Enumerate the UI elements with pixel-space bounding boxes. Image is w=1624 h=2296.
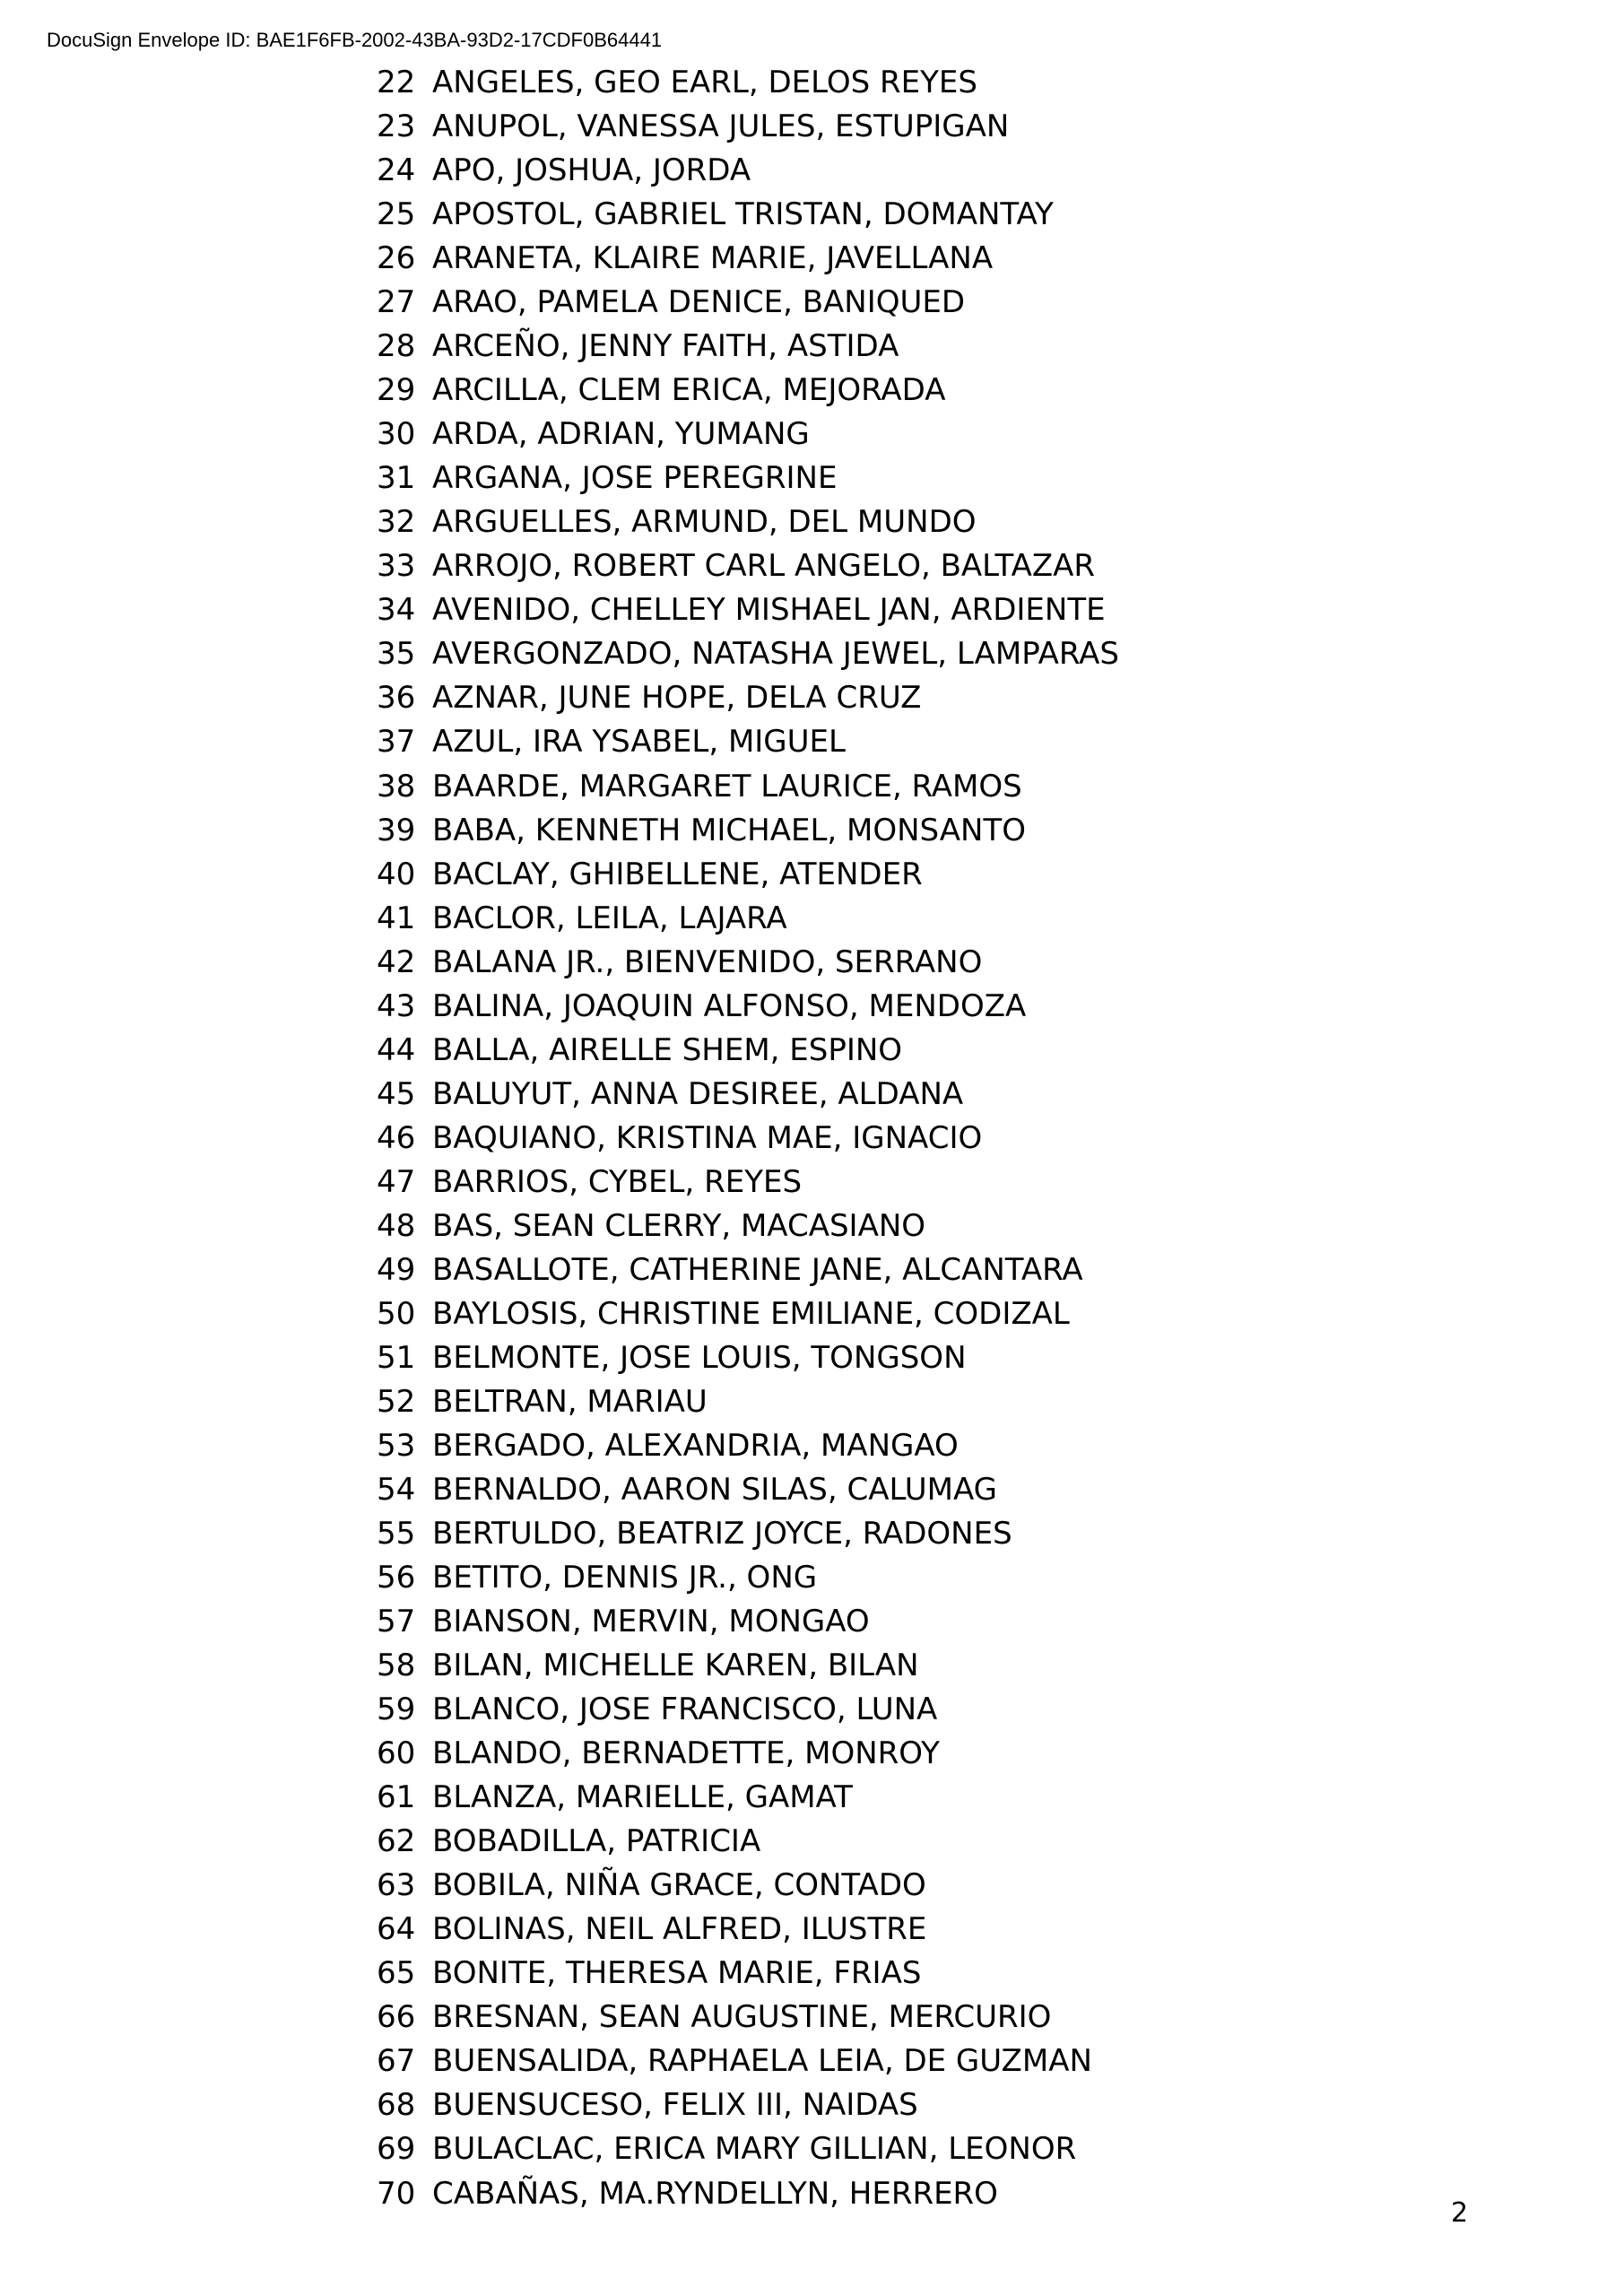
list-item (377, 1996, 1119, 2039)
row-name: AZNAR, JUNE HOPE, DELA CRUZ (432, 680, 922, 717)
row-number: 39 (377, 812, 416, 848)
row-name: BERNALDO, AARON SILAS, CALUMAG (432, 1472, 997, 1508)
list-item (377, 1864, 1119, 1908)
list-item (377, 237, 1119, 281)
list-item (377, 632, 1119, 676)
row-number: 52 (377, 1383, 416, 1420)
row-name: BELTRAN, MARIAU (432, 1383, 708, 1420)
row-name: ARROJO, ROBERT CARL ANGELO, BALTAZAR (432, 548, 1096, 585)
row-name: BALUYUT, ANNA DESIREE, ALDANA (432, 1075, 964, 1112)
row-number: 68 (377, 2087, 416, 2124)
row-number: 67 (377, 2043, 416, 2080)
row-name: BACLOR, LEILA, LAJARA (432, 900, 787, 936)
row-name: BULACLAC, ERICA MARY GILLIAN, LEONOR (432, 2131, 1077, 2168)
row-number: 53 (377, 1427, 416, 1464)
page-number: 2 (1451, 2197, 1469, 2229)
row-number: 56 (377, 1560, 416, 1596)
row-name: BOLINAS, NEIL ALFRED, ILUSTRE (432, 1911, 927, 1948)
list-item (377, 1380, 1119, 1424)
row-number: 38 (377, 768, 416, 804)
row-name: BAQUIANO, KRISTINA MAE, IGNACIO (432, 1119, 983, 1156)
row-number: 43 (377, 987, 416, 1024)
list-item (377, 1117, 1119, 1161)
row-number: 40 (377, 856, 416, 892)
row-number: 44 (377, 1031, 416, 1068)
row-number: 59 (377, 1692, 416, 1728)
list-item (377, 2083, 1119, 2127)
row-number: 41 (377, 900, 416, 936)
docusign-envelope-id: DocuSign Envelope ID: BAE1F6FB-2002-43BA-93D2-17CDF0B64441 (47, 29, 663, 51)
list-item (377, 61, 1119, 105)
row-name: BALINA, JOAQUIN ALFONSO, MENDOZA (432, 987, 1027, 1024)
list-item (377, 1424, 1119, 1468)
row-number: 55 (377, 1516, 416, 1552)
row-name: BOBADILLA, PATRICIA (432, 1823, 761, 1860)
list-item (377, 149, 1119, 193)
row-number: 66 (377, 1999, 416, 2036)
row-name: BACLAY, GHIBELLENE, ATENDER (432, 856, 923, 892)
list-item (377, 2127, 1119, 2171)
list-item (377, 809, 1119, 853)
row-name: BLANZA, MARIELLE, GAMAT (432, 1779, 853, 1816)
row-number: 58 (377, 1648, 416, 1684)
row-number: 30 (377, 416, 416, 453)
list-item (377, 1600, 1119, 1644)
row-number: 22 (377, 65, 416, 100)
row-name: BAARDE, MARGARET LAURICE, RAMOS (432, 768, 1022, 804)
list-item (377, 105, 1119, 149)
list-item (377, 2172, 1119, 2216)
row-name: BLANDO, BERNADETTE, MONROY (432, 1735, 940, 1772)
list-item (377, 1644, 1119, 1688)
row-name: BILAN, MICHELLE KAREN, BILAN (432, 1648, 919, 1684)
row-number: 27 (377, 284, 416, 321)
list-item (377, 1205, 1119, 1248)
list-item (377, 1556, 1119, 1600)
row-number: 69 (377, 2131, 416, 2168)
row-name: BOBILA, NIÑA GRACE, CONTADO (432, 1867, 926, 1904)
row-name: BUENSALIDA, RAPHAELA LEIA, DE GUZMAN (432, 2043, 1092, 2080)
list-item (377, 457, 1119, 500)
list-item (377, 1952, 1119, 1996)
row-number: 50 (377, 1295, 416, 1332)
row-name: AVERGONZADO, NATASHA JEWEL, LAMPARAS (432, 636, 1119, 673)
row-number: 70 (377, 2175, 416, 2212)
row-number: 63 (377, 1867, 416, 1904)
row-number: 37 (377, 724, 416, 761)
list-item (377, 765, 1119, 809)
list-item (377, 544, 1119, 588)
list-item (377, 369, 1119, 413)
list-item (377, 413, 1119, 457)
row-number: 35 (377, 636, 416, 673)
list-item (377, 193, 1119, 237)
row-name: BALLA, AIRELLE SHEM, ESPINO (432, 1031, 903, 1068)
row-number: 29 (377, 372, 416, 409)
list-item (377, 1468, 1119, 1512)
row-name: ARANETA, KLAIRE MARIE, JAVELLANA (432, 240, 994, 277)
row-name: BABA, KENNETH MICHAEL, MONSANTO (432, 812, 1026, 848)
row-number: 32 (377, 504, 416, 541)
row-name: ARAO, PAMELA DENICE, BANIQUED (432, 284, 966, 321)
row-number: 47 (377, 1163, 416, 1200)
list-item (377, 941, 1119, 985)
row-name: BUENSUCESO, FELIX III, NAIDAS (432, 2087, 918, 2124)
row-name: BRESNAN, SEAN AUGUSTINE, MERCURIO (432, 1999, 1052, 2036)
row-number: 33 (377, 548, 416, 585)
row-number: 24 (377, 152, 416, 189)
list-item (377, 1732, 1119, 1776)
row-number: 48 (377, 1207, 416, 1244)
row-number: 42 (377, 944, 416, 980)
row-number: 34 (377, 592, 416, 629)
row-name: APO, JOSHUA, JORDA (432, 152, 751, 189)
list-item (377, 897, 1119, 941)
row-name: BALANA JR., BIENVENIDO, SERRANO (432, 944, 983, 980)
row-name: ARDA, ADRIAN, YUMANG (432, 416, 810, 453)
row-name: BONITE, THERESA MARIE, FRIAS (432, 1955, 922, 1992)
row-number: 57 (377, 1604, 416, 1640)
list-item (377, 281, 1119, 325)
row-name: CABAÑAS, MA.RYNDELLYN, HERRERO (432, 2175, 998, 2212)
list-item (377, 2039, 1119, 2083)
row-number: 36 (377, 680, 416, 717)
row-name: BETITO, DENNIS JR., ONG (432, 1560, 818, 1596)
row-name: BERGADO, ALEXANDRIA, MANGAO (432, 1427, 959, 1464)
list-item (377, 1336, 1119, 1380)
list-item (377, 1908, 1119, 1952)
list-item (377, 1776, 1119, 1820)
row-number: 28 (377, 328, 416, 365)
row-name: AZUL, IRA YSABEL, MIGUEL (432, 724, 846, 761)
row-number: 65 (377, 1955, 416, 1992)
row-name: BAS, SEAN CLERRY, MACASIANO (432, 1207, 926, 1244)
row-name: APOSTOL, GABRIEL TRISTAN, DOMANTAY (432, 196, 1054, 233)
row-name: ARGUELLES, ARMUND, DEL MUNDO (432, 504, 977, 541)
list-item (377, 1292, 1119, 1336)
row-name: ANUPOL, VANESSA JULES, ESTUPIGAN (432, 109, 1010, 145)
list-item (377, 720, 1119, 764)
row-number: 45 (377, 1075, 416, 1112)
row-number: 54 (377, 1472, 416, 1508)
name-list (377, 61, 1119, 2216)
list-item (377, 1820, 1119, 1864)
row-number: 60 (377, 1735, 416, 1772)
list-item (377, 500, 1119, 544)
list-item (377, 853, 1119, 897)
row-name: BASALLOTE, CATHERINE JANE, ALCANTARA (432, 1251, 1083, 1288)
list-item (377, 588, 1119, 632)
row-name: AVENIDO, CHELLEY MISHAEL JAN, ARDIENTE (432, 592, 1106, 629)
row-number: 46 (377, 1119, 416, 1156)
list-item (377, 325, 1119, 369)
row-name: ARCILLA, CLEM ERICA, MEJORADA (432, 372, 946, 409)
row-name: ANGELES, GEO EARL, DELOS REYES (432, 65, 977, 100)
list-item (377, 985, 1119, 1029)
list-item (377, 1073, 1119, 1117)
row-name: ARCEÑO, JENNY FAITH, ASTIDA (432, 328, 899, 365)
row-number: 64 (377, 1911, 416, 1948)
row-name: BELMONTE, JOSE LOUIS, TONGSON (432, 1339, 967, 1376)
row-name: BERTULDO, BEATRIZ JOYCE, RADONES (432, 1516, 1012, 1552)
row-name: BARRIOS, CYBEL, REYES (432, 1163, 803, 1200)
list-item (377, 1029, 1119, 1073)
row-number: 61 (377, 1779, 416, 1816)
row-number: 49 (377, 1251, 416, 1288)
row-number: 62 (377, 1823, 416, 1860)
row-name: BLANCO, JOSE FRANCISCO, LUNA (432, 1692, 938, 1728)
list-item (377, 1512, 1119, 1556)
row-number: 51 (377, 1339, 416, 1376)
row-number: 23 (377, 109, 416, 145)
row-number: 31 (377, 460, 416, 497)
row-name: BIANSON, MERVIN, MONGAO (432, 1604, 870, 1640)
row-number: 25 (377, 196, 416, 233)
list-item (377, 1161, 1119, 1205)
row-name: ARGANA, JOSE PEREGRINE (432, 460, 838, 497)
list-item (377, 1248, 1119, 1292)
row-number: 26 (377, 240, 416, 277)
list-item (377, 676, 1119, 720)
row-name: BAYLOSIS, CHRISTINE EMILIANE, CODIZAL (432, 1295, 1070, 1332)
list-item (377, 1688, 1119, 1732)
